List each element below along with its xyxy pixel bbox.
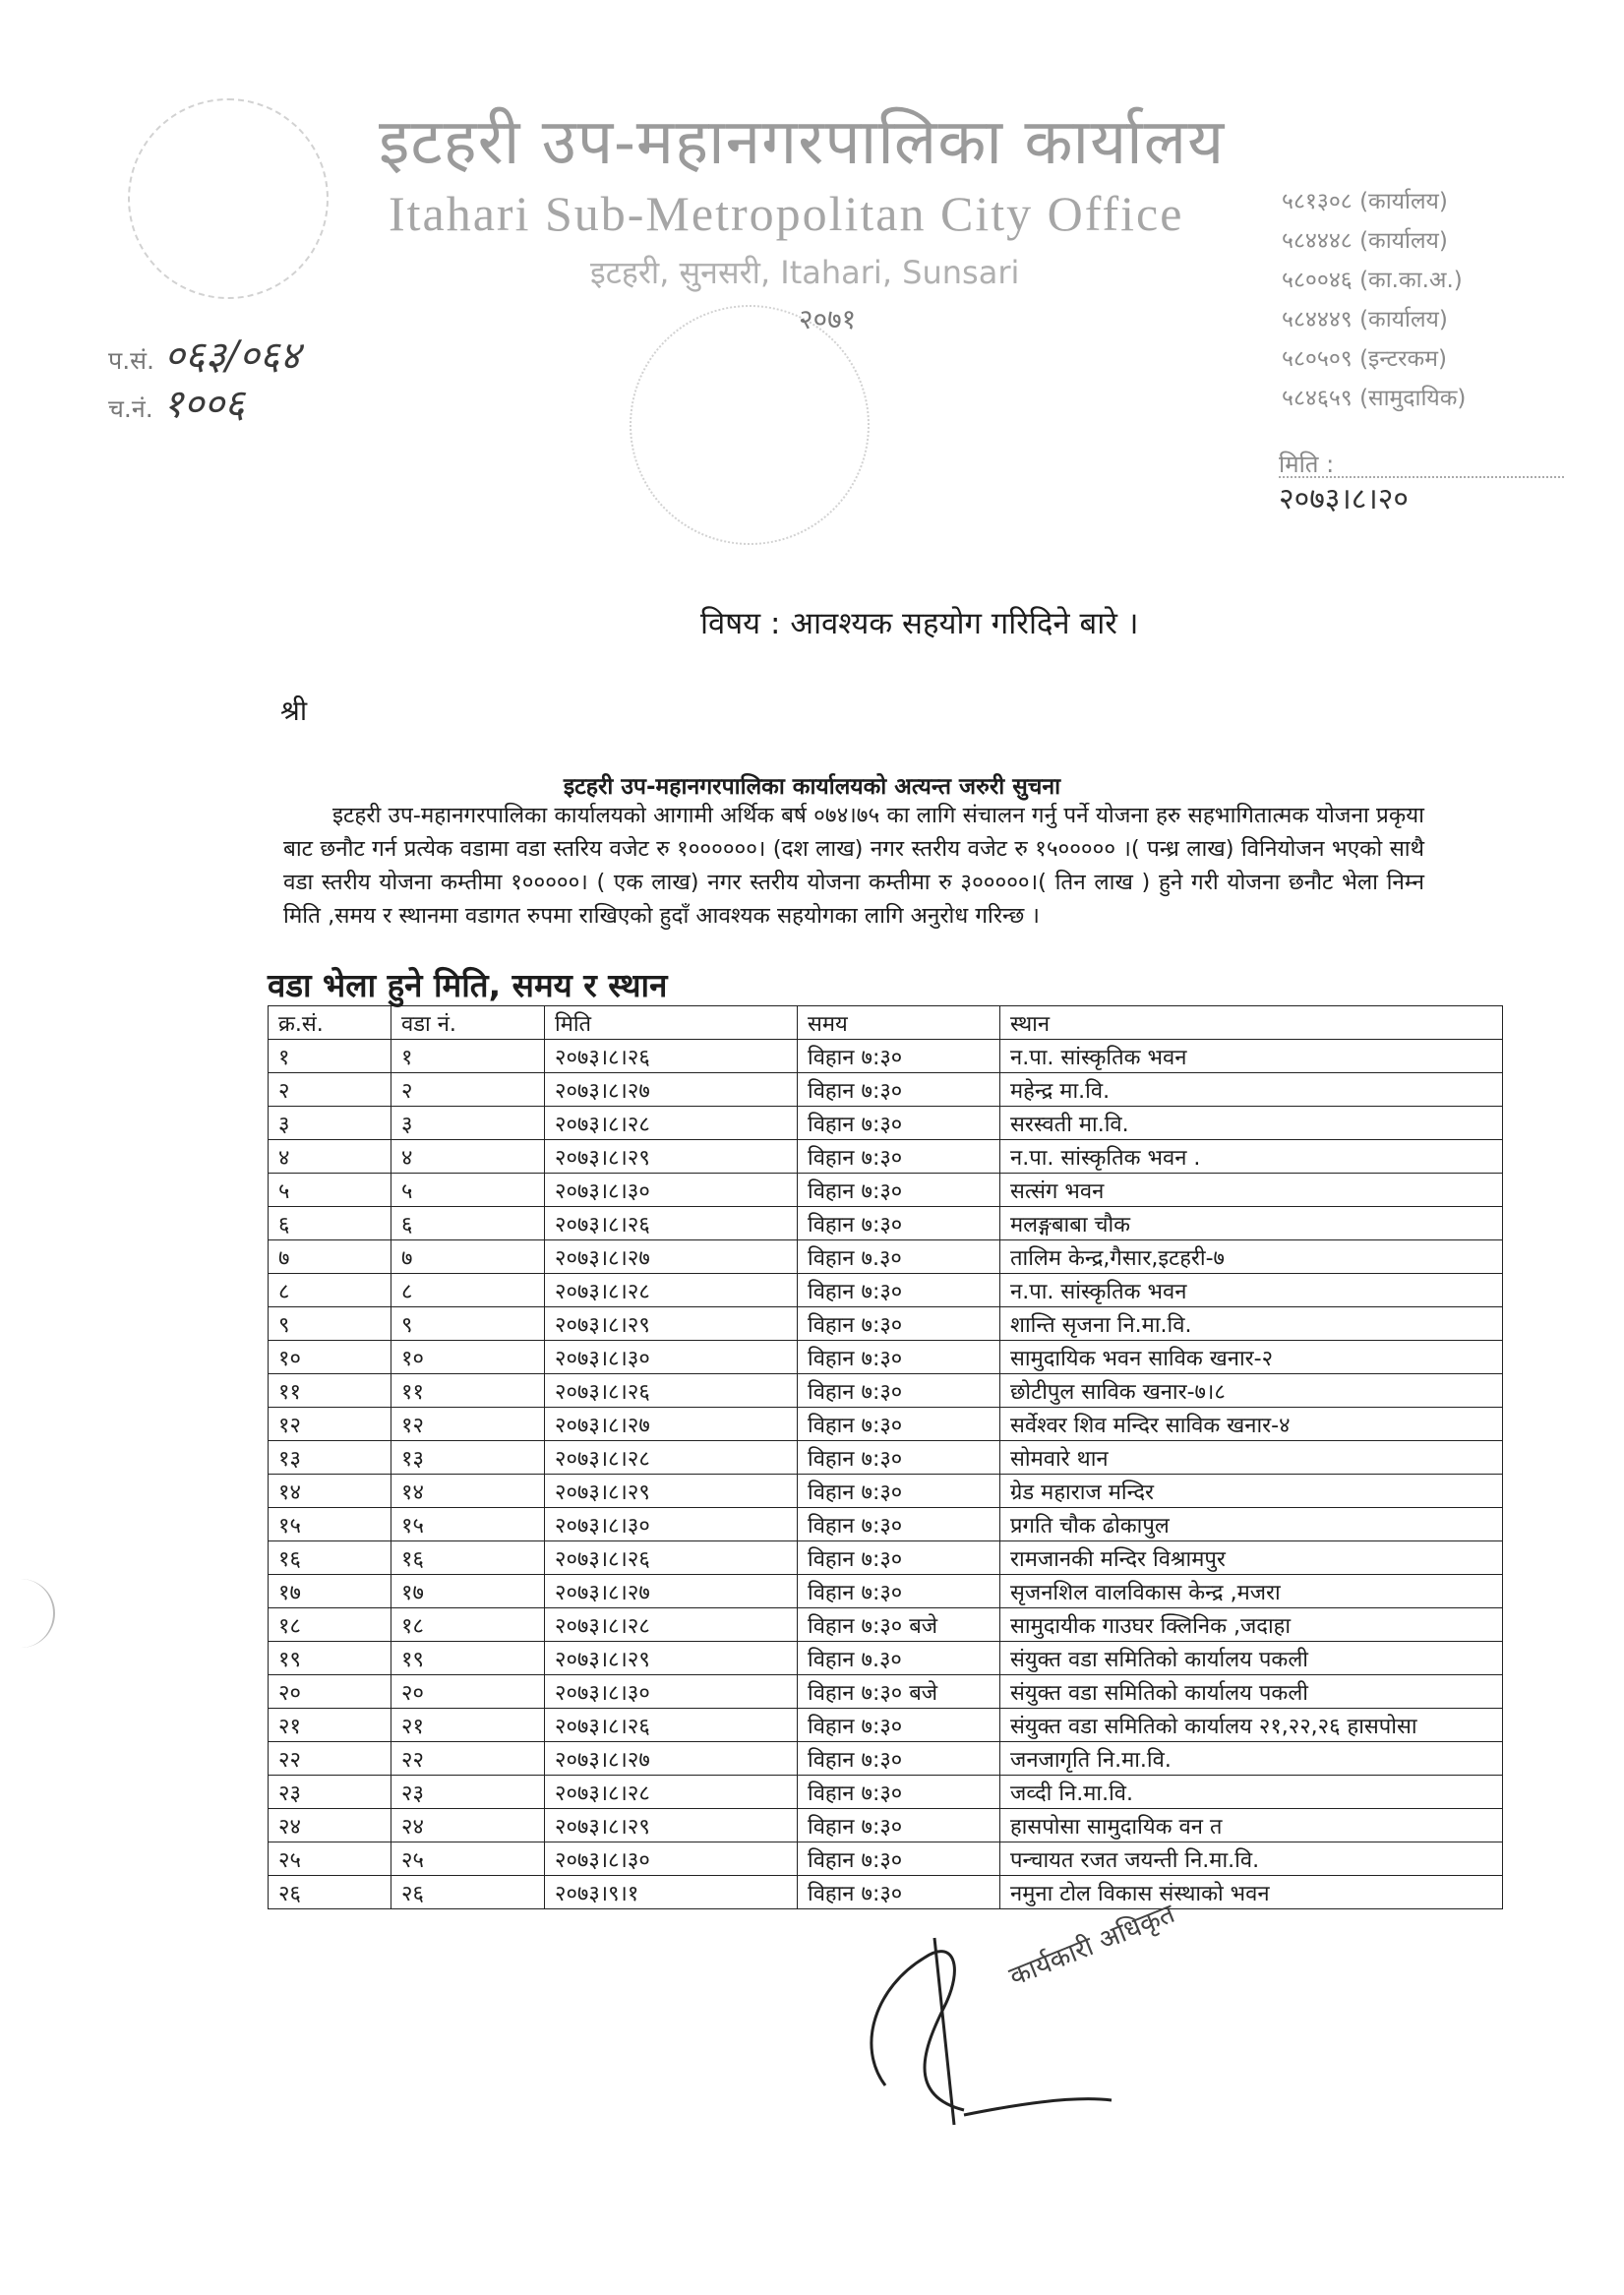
cell-date: २०७३।८।२९ [545,1475,798,1508]
cell-sn: ८ [269,1274,391,1307]
phone-number: ५८००४६ (का.का.अ.) [1282,268,1463,293]
notice-body-text: इटहरी उप-महानगरपालिका कार्यालयको आगामी अर्थिक बर्ष ०७४।७५ का लागि संचालन गर्नु पर्ने योजना हरु सहभागितात्मक योजना प्रकृया बाट छनौट गर्न प्रत्येक वडामा वडा स्तरिय वजेट रु १००००००। (दश लाख) नगर स्तरीय वजेट रु १५००००० ।( पन्ध्र लाख) विनियोजन भएको साथै वडा स्तरीय योजना कम्तीमा १०००००। ( एक लाख) नगर स्तरीय योजना कम्तीमा रु ३०००००।( तिन लाख ) हुने गरी योजना छनौट भेला निम्न मिति ,समय र स्थानमा वडागत रुपमा राखिएको हुदाँ आवश्यक सहयोगका लागि अनुरोध गरिन्छ । [283,803,1424,929]
cell-time: विहान ७:३० [798,1374,1000,1408]
table-row [269,1508,1503,1541]
cell-ward: २४ [391,1809,545,1842]
cell-ward: ४ [391,1140,545,1174]
table-row [269,1341,1503,1374]
cell-date: २०७३।८।२९ [545,1140,798,1174]
cell-venue: संयुक्त वडा समितिको कार्यालय पकली [1000,1675,1503,1709]
cell-date: २०७३।८।२९ [545,1307,798,1341]
stamp-seal [630,305,870,545]
cell-date: २०७३।९।१ [545,1876,798,1909]
header-venue: स्थान [1000,1006,1503,1040]
cell-ward: १३ [391,1441,545,1475]
cell-sn: १ [269,1040,391,1073]
cell-time: विहान ७:३० [798,1341,1000,1374]
table-row [269,1575,1503,1608]
cell-sn: ३ [269,1107,391,1140]
table-row [269,1207,1503,1240]
table-row [269,1441,1503,1475]
cell-venue: न.पा. सांस्कृतिक भवन . [1000,1140,1503,1174]
cell-time: विहान ७:३० [798,1207,1000,1240]
cell-time: विहान ७:३० [798,1040,1000,1073]
schedule-table [268,1005,1503,1909]
table-row [269,1709,1503,1742]
cell-venue: ग्रेड महाराज मन्दिर [1000,1475,1503,1508]
cell-time: विहान ७:३० [798,1174,1000,1207]
cell-date: २०७३।८।२६ [545,1541,798,1575]
cell-ward: १८ [391,1608,545,1642]
cell-date: २०७३।८।२६ [545,1374,798,1408]
chalani-label: च.नं. [108,394,153,423]
cell-sn: २३ [269,1776,391,1809]
cell-time: विहान ७:३० [798,1274,1000,1307]
cell-date: २०७३।८।३० [545,1842,798,1876]
cell-time: विहान ७:३० [798,1709,1000,1742]
cell-date: २०७३।८।२७ [545,1742,798,1776]
letterhead-name-en: Itahari Sub-Metropolitan City Office [389,186,1184,241]
cell-time: विहान ७:३० [798,1575,1000,1608]
cell-ward: २६ [391,1876,545,1909]
cell-venue: सत्संग भवन [1000,1174,1503,1207]
table-heading: वडा भेला हुने मिति, समय र स्थान [268,966,668,1004]
cell-sn: २६ [269,1876,391,1909]
phone-list [1282,182,1567,418]
cell-ward: ३ [391,1107,545,1140]
date-label: मिति : [1279,451,1335,478]
cell-venue: हासपोसा सामुदायिक वन त [1000,1809,1503,1842]
cell-ward: २१ [391,1709,545,1742]
cell-ward: ९ [391,1307,545,1341]
cell-sn: २१ [269,1709,391,1742]
cell-sn: २ [269,1073,391,1107]
phone-number: ५८४४४८ (कार्यालय) [1282,228,1448,254]
cell-venue: जनजागृति नि.मा.वि. [1000,1742,1503,1776]
table-row [269,1608,1503,1642]
signature-title: कार्यकारी अधिकृत [1004,1898,1179,1993]
cell-ward: २३ [391,1776,545,1809]
cell-ward: ६ [391,1207,545,1240]
header-sn: क्र.सं. [269,1006,391,1040]
cell-sn: ४ [269,1140,391,1174]
cell-sn: ११ [269,1374,391,1408]
cell-venue: तालिम केन्द्र,गैसार,इटहरी-७ [1000,1240,1503,1274]
punch-mark [14,1579,55,1648]
cell-time: विहान ७:३० [798,1809,1000,1842]
cell-ward: २५ [391,1842,545,1876]
cell-date: २०७३।८।२७ [545,1408,798,1441]
cell-date: २०७३।८।२७ [545,1073,798,1107]
table-row [269,1107,1503,1140]
cell-venue: सामुदायीक गाउघर क्लिनिक ,जदाहा [1000,1608,1503,1642]
cell-time: विहान ७:३० [798,1776,1000,1809]
cell-sn: १९ [269,1642,391,1675]
table-row [269,1842,1503,1876]
cell-venue: न.पा. सांस्कृतिक भवन [1000,1040,1503,1073]
chalani-value: १००६ [162,382,245,427]
cell-sn: ९ [269,1307,391,1341]
cell-date: २०७३।८।२८ [545,1274,798,1307]
cell-ward: १७ [391,1575,545,1608]
cell-venue: प्रगति चौक ढोकापुल [1000,1508,1503,1541]
cell-venue: रामजानकी मन्दिर विश्रामपुर [1000,1541,1503,1575]
cell-venue: संयुक्त वडा समितिको कार्यालय पकली [1000,1642,1503,1675]
cell-ward: १६ [391,1541,545,1575]
cell-date: २०७३।८।२६ [545,1709,798,1742]
cell-sn: २५ [269,1842,391,1876]
letterhead-year: २०७१ [799,303,857,335]
table-row [269,1140,1503,1174]
cell-venue: छोटीपुल साविक खनार-७।८ [1000,1374,1503,1408]
cell-venue: सरस्वती मा.वि. [1000,1107,1503,1140]
cell-venue: जव्दी नि.मा.वि. [1000,1776,1503,1809]
cell-ward: २ [391,1073,545,1107]
cell-date: २०७३।८।३० [545,1174,798,1207]
cell-venue: संयुक्त वडा समितिको कार्यालय २१,२२,२६ हासपोसा [1000,1709,1503,1742]
cell-time: विहान ७:३० [798,1307,1000,1341]
cell-time: विहान ७.३० [798,1642,1000,1675]
table-row [269,1240,1503,1274]
patra-label: प.सं. [108,346,154,375]
date-value: २०७३।८।२० [1279,482,1409,516]
table-row [269,1274,1503,1307]
table-row [269,1742,1503,1776]
cell-time: विहान ७:३० [798,1742,1000,1776]
phone-number: ५८४६५९ (सामुदायिक) [1282,386,1467,411]
table-row [269,1776,1503,1809]
cell-date: २०७३।८।२९ [545,1642,798,1675]
cell-date: २०७३।८।२८ [545,1608,798,1642]
cell-date: २०७३।८।२६ [545,1207,798,1240]
table-row [269,1307,1503,1341]
cell-time: विहान ७:३० [798,1073,1000,1107]
cell-ward: २२ [391,1742,545,1776]
cell-sn: १३ [269,1441,391,1475]
cell-ward: ११ [391,1374,545,1408]
cell-time: विहान ७:३० [798,1140,1000,1174]
header-time: समय [798,1006,1000,1040]
cell-venue: नमुना टोल विकास संस्थाको भवन [1000,1876,1503,1909]
cell-date: २०७३।८।२९ [545,1809,798,1842]
cell-ward: १ [391,1040,545,1073]
cell-ward: १५ [391,1508,545,1541]
cell-time: विहान ७:३० [798,1876,1000,1909]
table-row [269,1675,1503,1709]
cell-date: २०७३।८।२८ [545,1776,798,1809]
cell-ward: १२ [391,1408,545,1441]
cell-time: विहान ७.३० [798,1240,1000,1274]
cell-sn: २२ [269,1742,391,1776]
cell-date: २०७३।८।२८ [545,1441,798,1475]
office-seal [128,98,329,299]
cell-ward: १४ [391,1475,545,1508]
cell-sn: १४ [269,1475,391,1508]
addressee: श्री [280,695,308,727]
table-row [269,1809,1503,1842]
cell-sn: १५ [269,1508,391,1541]
table-row [269,1040,1503,1073]
phone-number: ५८१३०८ (कार्यालय) [1282,189,1448,214]
cell-date: २०७३।८।२८ [545,1107,798,1140]
header-ward: वडा नं. [391,1006,545,1040]
cell-sn: ७ [269,1240,391,1274]
cell-ward: ८ [391,1274,545,1307]
phone-number: ५८०५०९ (इन्टरकम) [1282,346,1447,372]
cell-sn: ६ [269,1207,391,1240]
cell-venue: सोमवारे थान [1000,1441,1503,1475]
table-row [269,1541,1503,1575]
cell-sn: २० [269,1675,391,1709]
cell-ward: १० [391,1341,545,1374]
table-row [269,1642,1503,1675]
notice-title: इटहरी उप-महानगरपालिका कार्यालयको अत्यन्त जरुरी सुचना [563,774,1061,800]
reference-block [108,334,300,431]
cell-venue: पन्चायत रजत जयन्ती नि.मा.वि. [1000,1842,1503,1876]
cell-sn: १० [269,1341,391,1374]
cell-ward: ७ [391,1240,545,1274]
cell-sn: १२ [269,1408,391,1441]
cell-venue: महेन्द्र मा.वि. [1000,1073,1503,1107]
cell-ward: २० [391,1675,545,1709]
cell-date: २०७३।८।३० [545,1341,798,1374]
cell-date: २०७३।८।३० [545,1508,798,1541]
cell-time: विहान ७:३० बजे [798,1608,1000,1642]
cell-sn: १६ [269,1541,391,1575]
cell-date: २०७३।८।२७ [545,1240,798,1274]
cell-time: विहान ७:३० [798,1508,1000,1541]
cell-sn: २४ [269,1809,391,1842]
cell-sn: १८ [269,1608,391,1642]
cell-venue: सृजनशिल वालविकास केन्द्र ,मजरा [1000,1575,1503,1608]
cell-date: २०७३।८।२७ [545,1575,798,1608]
cell-date: २०७३।८।३० [545,1675,798,1709]
patra-value: ०६३/०६४ [164,333,301,379]
table-header-row [269,1006,1503,1040]
cell-venue: न.पा. सांस्कृतिक भवन [1000,1274,1503,1307]
cell-date: २०७३।८।२६ [545,1040,798,1073]
cell-venue: सामुदायिक भवन साविक खनार-२ [1000,1341,1503,1374]
cell-time: विहान ७:३० [798,1475,1000,1508]
table-row [269,1374,1503,1408]
cell-venue: शान्ति सृजना नि.मा.वि. [1000,1307,1503,1341]
table-row [269,1073,1503,1107]
letterhead-name-np: इटहरी उप-महानगरपालिका कार्यालय [379,106,1226,179]
cell-time: विहान ७:३० [798,1408,1000,1441]
cell-ward: १९ [391,1642,545,1675]
cell-time: विहान ७:३० [798,1107,1000,1140]
table-row [269,1174,1503,1207]
table-row [269,1475,1503,1508]
phone-number: ५८४४४९ (कार्यालय) [1282,307,1448,332]
letterhead-address: इटहरी, सुनसरी, Itahari, Sunsari [590,254,1020,291]
cell-sn: ५ [269,1174,391,1207]
cell-sn: १७ [269,1575,391,1608]
cell-venue: सर्वेश्वर शिव मन्दिर साविक खनार-४ [1000,1408,1503,1441]
notice-body [283,799,1424,933]
cell-ward: ५ [391,1174,545,1207]
cell-time: विहान ७:३० बजे [798,1675,1000,1709]
cell-time: विहान ७:३० [798,1842,1000,1876]
cell-time: विहान ७:३० [798,1541,1000,1575]
cell-venue: मलङ्गबाबा चौक [1000,1207,1503,1240]
header-date: मिति [545,1006,798,1040]
table-row [269,1408,1503,1441]
subject-line: विषय : आवश्यक सहयोग गरिदिने बारे । [700,606,1139,641]
cell-time: विहान ७:३० [798,1441,1000,1475]
